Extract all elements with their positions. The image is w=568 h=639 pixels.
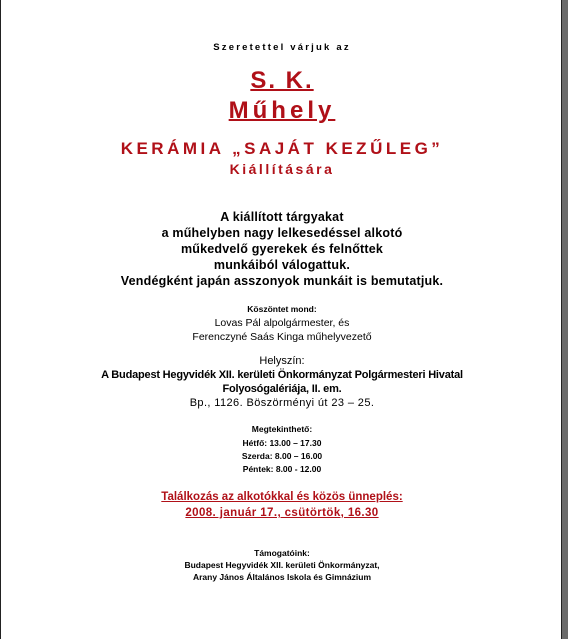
greeting-line: Ferenczyné Saás Kinga műhelyvezető (192, 331, 372, 343)
meeting-line: Találkozás az alkotókkal és közös ünneplés: (161, 491, 403, 503)
sponsor-label: Támogatóink: (254, 548, 310, 558)
description-line: műkedvelő gyerekek és felnőttek (180, 242, 384, 256)
sponsor-line: Budapest Hegyvidék XII. kerületi Önkormányzat, (184, 560, 380, 570)
exhibition-title: KERÁMIA „SAJÁT KEZŰLEG” (120, 139, 444, 158)
greeting-label: Köszöntet mond: (247, 304, 317, 314)
hours-line: Szerda: 8.00 – 16.00 (241, 451, 323, 461)
description-line: a műhelyben nagy lelkesedéssel alkotó (161, 226, 403, 240)
description-line: A kiállított tárgyakat (220, 210, 344, 224)
venue-line: A Budapest Hegyvidék XII. kerületi Önkormányzat Polgármesteri Hivatal (101, 369, 463, 381)
sponsor-line: Arany János Általános Iskola és Gimnázium (192, 572, 372, 582)
venue-line: Folyosógalériája, II. em. (222, 383, 342, 395)
title-sk: S. K. (250, 67, 314, 94)
viewing-label: Megtekinthető: (251, 424, 313, 434)
exhibition-subtitle: Kiállítására (229, 161, 335, 177)
venue-address: Bp., 1126. Böszörményi út 23 – 25. (189, 397, 375, 409)
intro-text: Szeretettel várjuk az (213, 42, 351, 53)
description-line: Vendégként japán asszonyok munkáit is bemutatjuk. (120, 274, 444, 288)
greeting-line: Lovas Pál alpolgármester, és (214, 317, 350, 329)
description-line: munkáiból válogattuk. (213, 258, 351, 272)
venue-label: Helyszín: (259, 355, 305, 367)
hours-line: Hétfő: 13.00 – 17.30 (242, 438, 322, 448)
title-muhely: Műhely (228, 97, 336, 124)
meeting-date: 2008. január 17., csütörtök, 16.30 (185, 507, 379, 519)
hours-line: Péntek: 8.00 - 12.00 (242, 464, 322, 474)
viewer-gutter (562, 0, 568, 639)
